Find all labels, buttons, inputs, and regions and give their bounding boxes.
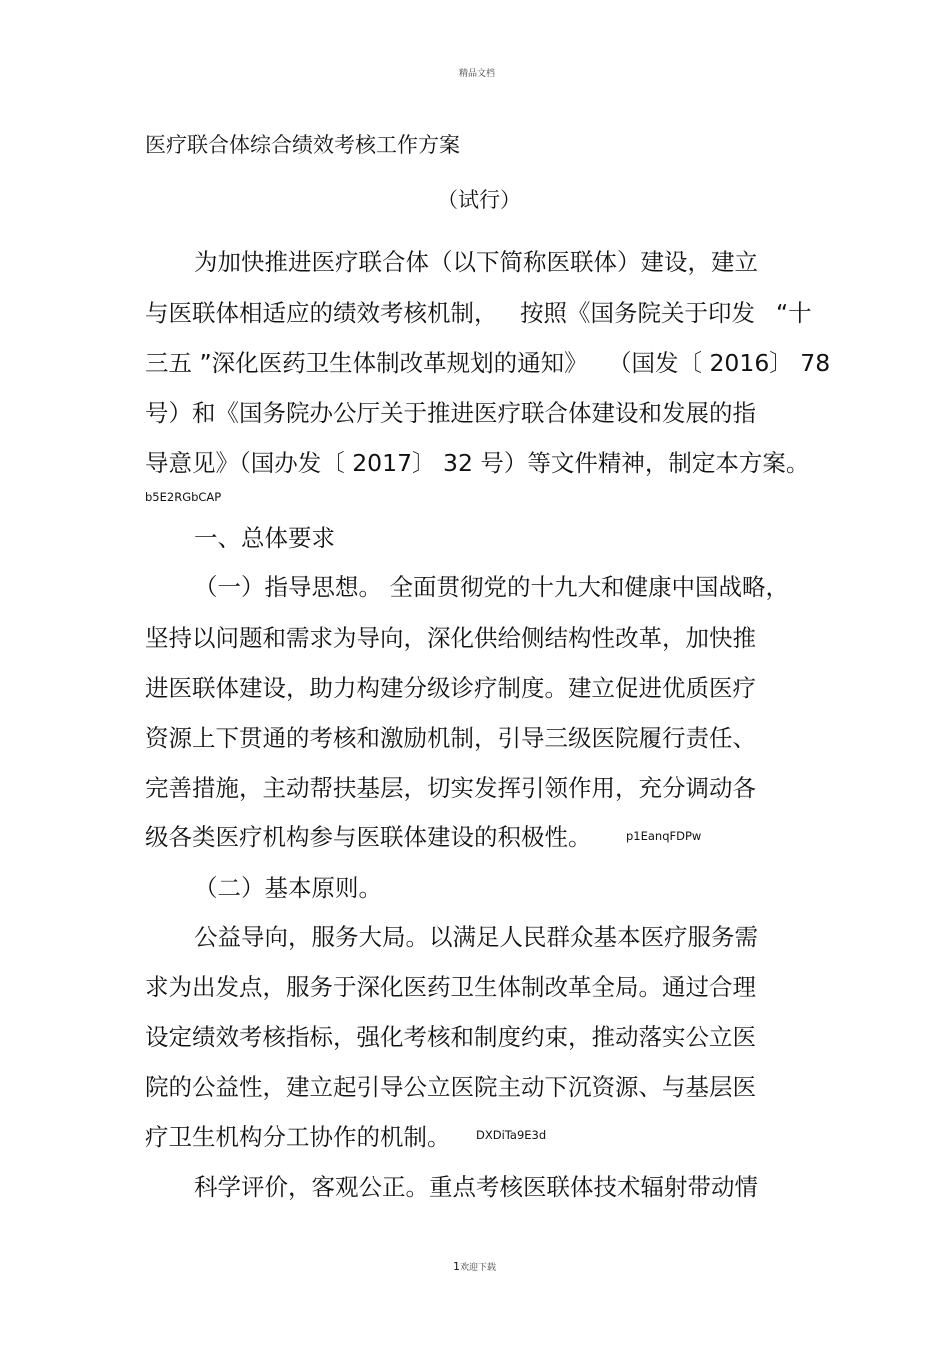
text-line: 为加快推进医疗联合体（以下简称医联体）建设，建立 bbox=[194, 248, 758, 276]
text-line: （一）指导思想。 全面贯彻党的十九大和健康中国战略， bbox=[194, 573, 789, 601]
text-line: 公益导向，服务大局。以满足人民群众基本医疗服务需 bbox=[194, 923, 758, 951]
text-line: 疗卫生机构分工协作的机制。 bbox=[145, 1123, 451, 1151]
text-line: 完善措施，主动帮扶基层，切实发挥引领作用，充分调动各 bbox=[145, 774, 756, 802]
text-line: 与医联体相适应的绩效考核机制， bbox=[145, 299, 498, 327]
text-line: 号）和《国务院办公厅关于推进医疗联合体建设和发展的指 bbox=[145, 399, 756, 427]
text-line: 求为出发点，服务于深化医药卫生体制改革全局。通过合理 bbox=[145, 973, 756, 1001]
text-line: 科学评价，客观公正。重点考核医联体技术辐射带动情 bbox=[194, 1173, 758, 1201]
subsection-heading: （二）基本原则。 bbox=[194, 874, 382, 902]
text-line: 导意见》（国办发〔 2017〕 32 号）等文件精神，制定本方案。 bbox=[145, 449, 810, 477]
page-footer bbox=[453, 1260, 496, 1273]
text-line: 进医联体建设，助力构建分级诊疗制度。建立促进优质医疗 bbox=[145, 674, 756, 702]
text-line: 坚持以问题和需求为导向，深化供给侧结构性改革，加快推 bbox=[145, 624, 756, 652]
doc-code: p1EanqFDPw bbox=[626, 829, 702, 843]
text-line: 三五 ”深化医药卫生体制改革规划的通知》 bbox=[145, 349, 588, 377]
section-heading: 一、总体要求 bbox=[194, 524, 335, 552]
text-line: 设定绩效考核指标，强化考核和制度约束，推动落实公立医 bbox=[145, 1023, 756, 1051]
document-subtitle: （试行） bbox=[437, 188, 521, 212]
doc-code: DXDiTa9E3d bbox=[476, 1128, 547, 1142]
doc-code: b5E2RGbCAP bbox=[145, 490, 222, 504]
footer-text: 欢迎下载 bbox=[460, 1263, 497, 1273]
text-line: 级各类医疗机构参与医联体建设的积极性。 bbox=[145, 823, 592, 851]
page-header: 精品文档 bbox=[459, 69, 496, 79]
text-line: （国发〔 2016〕 78 bbox=[608, 349, 831, 377]
page-number: 1 bbox=[453, 1260, 460, 1273]
document-title: 医疗联合体综合绩效考核工作方案 bbox=[145, 133, 460, 157]
text-line: 院的公益性，建立起引导公立医院主动下沉资源、与基层医 bbox=[145, 1073, 756, 1101]
text-line: 资源上下贯通的考核和激励机制，引导三级医院履行责任、 bbox=[145, 724, 756, 752]
text-line: “十 bbox=[776, 299, 812, 327]
text-line: 按照《国务院关于印发 bbox=[520, 299, 755, 327]
